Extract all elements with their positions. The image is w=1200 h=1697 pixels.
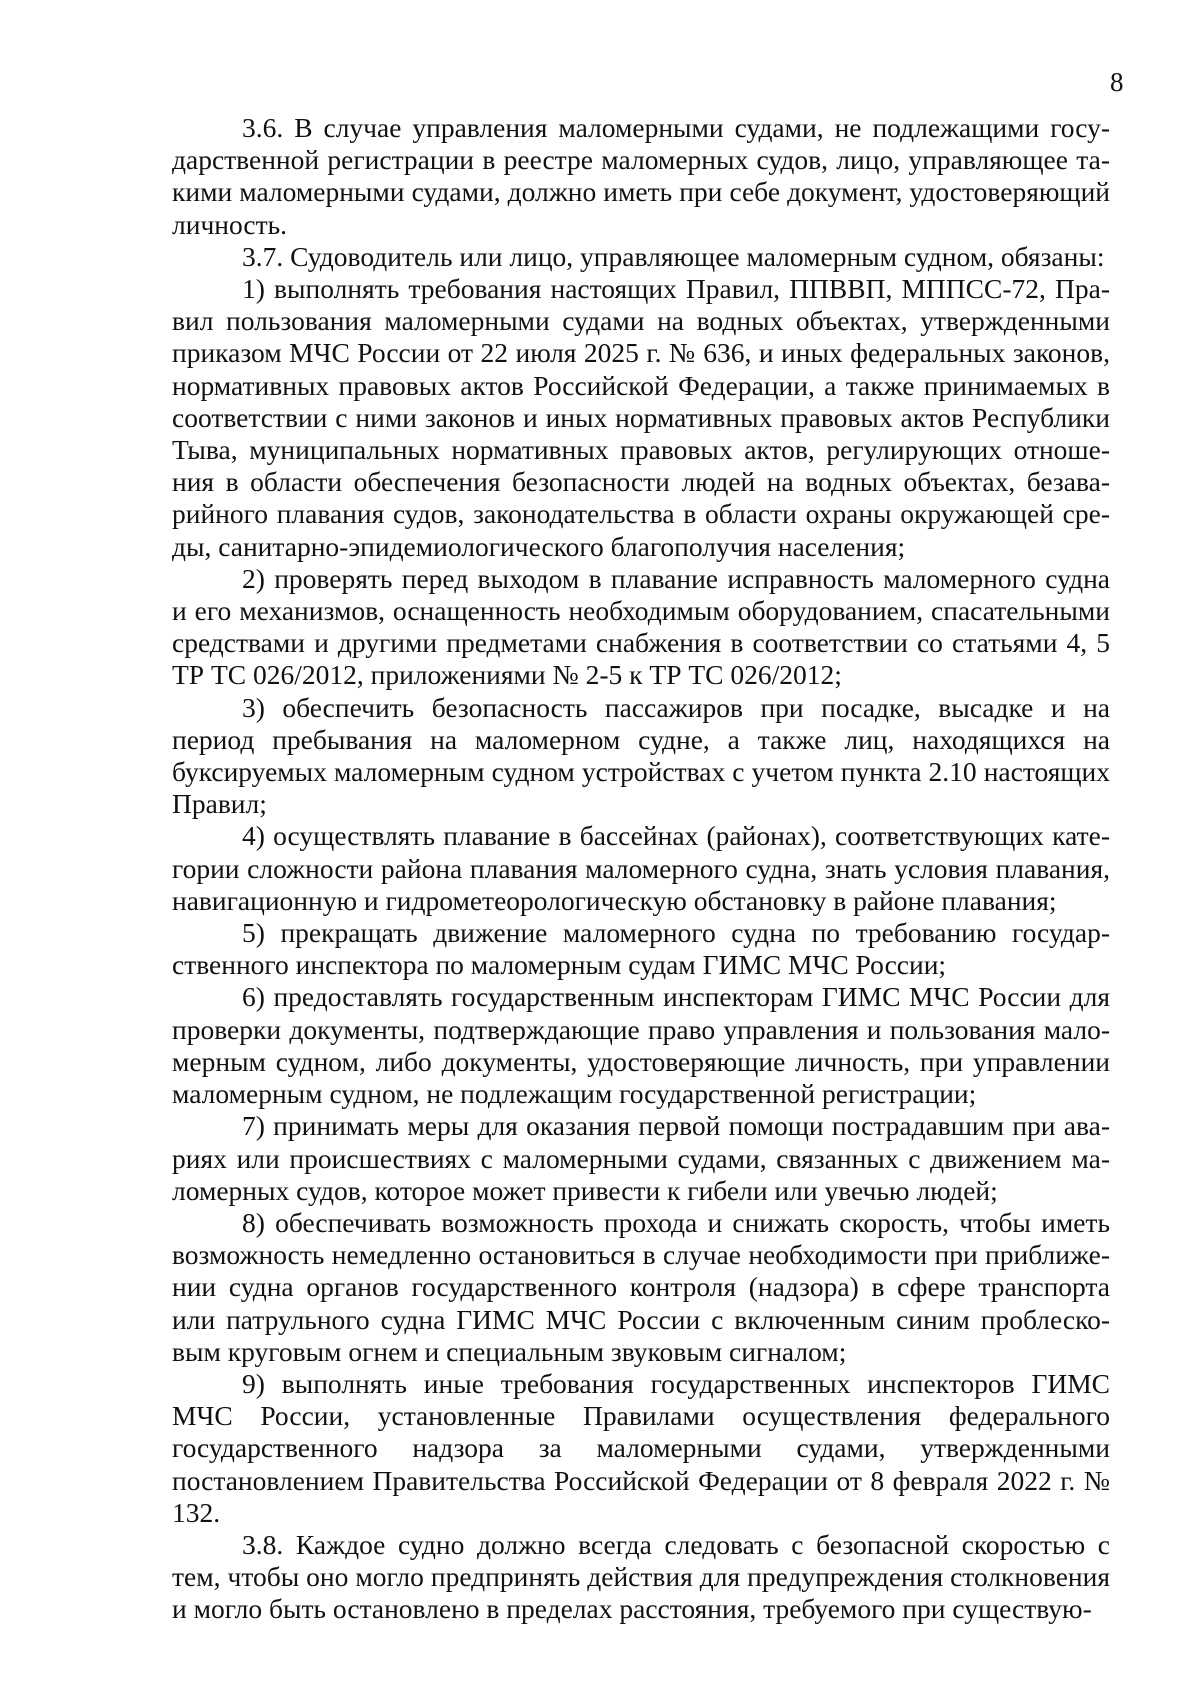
list-item-8: 8) обеспечивать возможность прохода и снижать скорость, чтобы иметь возможность немедленно остановиться в случае необходимости при приближении судна органов государственного контроля (надзора) в сфере транспорта или патрульного судна ГИМС МЧС России с включенным синим проблесковым круговым огнем и специальным звуковым сигналом; [172, 1206, 1110, 1367]
list-item-3: 3) обеспечить безопасность пассажиров при посадке, высадке и на период пребывания на маломерном судне, а также лиц, находящихся на буксируемых маломерным судном устройствах с учетом пункта 2.10 настоящих Правил; [172, 691, 1110, 820]
paragraph-3-8: 3.8. Каждое судно должно всегда следовать с безопасной скоростью с тем, чтобы оно могло предпринять действия для предупреждения столкновения и могло быть остановлено в пределах расстояния, требуемого при существую- [172, 1528, 1110, 1625]
paragraph-3-7: 3.7. Судоводитель или лицо, управляющее маломерным судном, обязаны: [242, 240, 1105, 272]
document-body [172, 112, 1110, 1626]
list-item-7: 7) принимать меры для оказания первой помощи пострадавшим при авариях или происшествиях с маломерными судами, связанных с движением маломерных судов, которое может привести к гибели или увечью людей; [172, 1110, 1110, 1206]
paragraph-3-6: 3.6. В случае управления маломерными судами, не подлежащими государственной регистрации в реестре маломерных судов, лицо, управляющее такими маломерными судами, должно иметь при себе документ, удостоверяющий личность. [172, 112, 1110, 240]
page-number: 8 [1110, 67, 1124, 97]
list-item-1: 1) выполнять требования настоящих Правил, ППВВП, МППСС-72, Правил пользования маломерными судами на водных объектах, утвержденными приказом МЧС России от 22 июля 2025 г. № 636, и иных федеральных законов, нормативных правовых актов Российской Федерации, а также принимаемых в соответствии с ними законов и иных нормативных правовых актов Республики Тыва, муниципальных нормативных правовых актов, регулирующих отношения в области обеспечения безопасности людей на водных объектах, безаварийного плавания судов, законодательства в области охраны окружающей среды, санитарно-эпидемиологического благополучия населения; [172, 273, 1110, 562]
list-item-9: 9) выполнять иные требования государственных инспекторов ГИМС МЧС России, установленные Правилами осуществления федерального государственного надзора за маломерными судами, утвержденными постановлением Правительства Российской Федерации от 8 февраля 2022 г. № 132. [172, 1367, 1110, 1528]
list-item-5: 5) прекращать движение маломерного судна по требованию государственного инспектора по маломерным судам ГИМС МЧС России; [172, 917, 1110, 981]
list-item-2: 2) проверять перед выходом в плавание исправность маломерного судна и его механизмов, оснащенность необходимым оборудованием, спасательными средствами и другими предметами снабжения в соответствии со статьями 4, 5 ТР ТС 026/2012, приложениями № 2-5 к ТР ТС 026/2012; [172, 562, 1110, 691]
list-item-6: 6) предоставлять государственным инспекторам ГИМС МЧС России для проверки документы, подтверждающие право управления и пользования маломерным судном, либо документы, удостоверяющие личность, при управлении маломерным судном, не подлежащим государственной регистрации; [172, 981, 1110, 1110]
list-item-4: 4) осуществлять плавание в бассейнах (районах), соответствующих категории сложности района плавания маломерного судна, знать условия плавания, навигационную и гидрометеорологическую обстановку в районе плавания; [172, 820, 1110, 916]
